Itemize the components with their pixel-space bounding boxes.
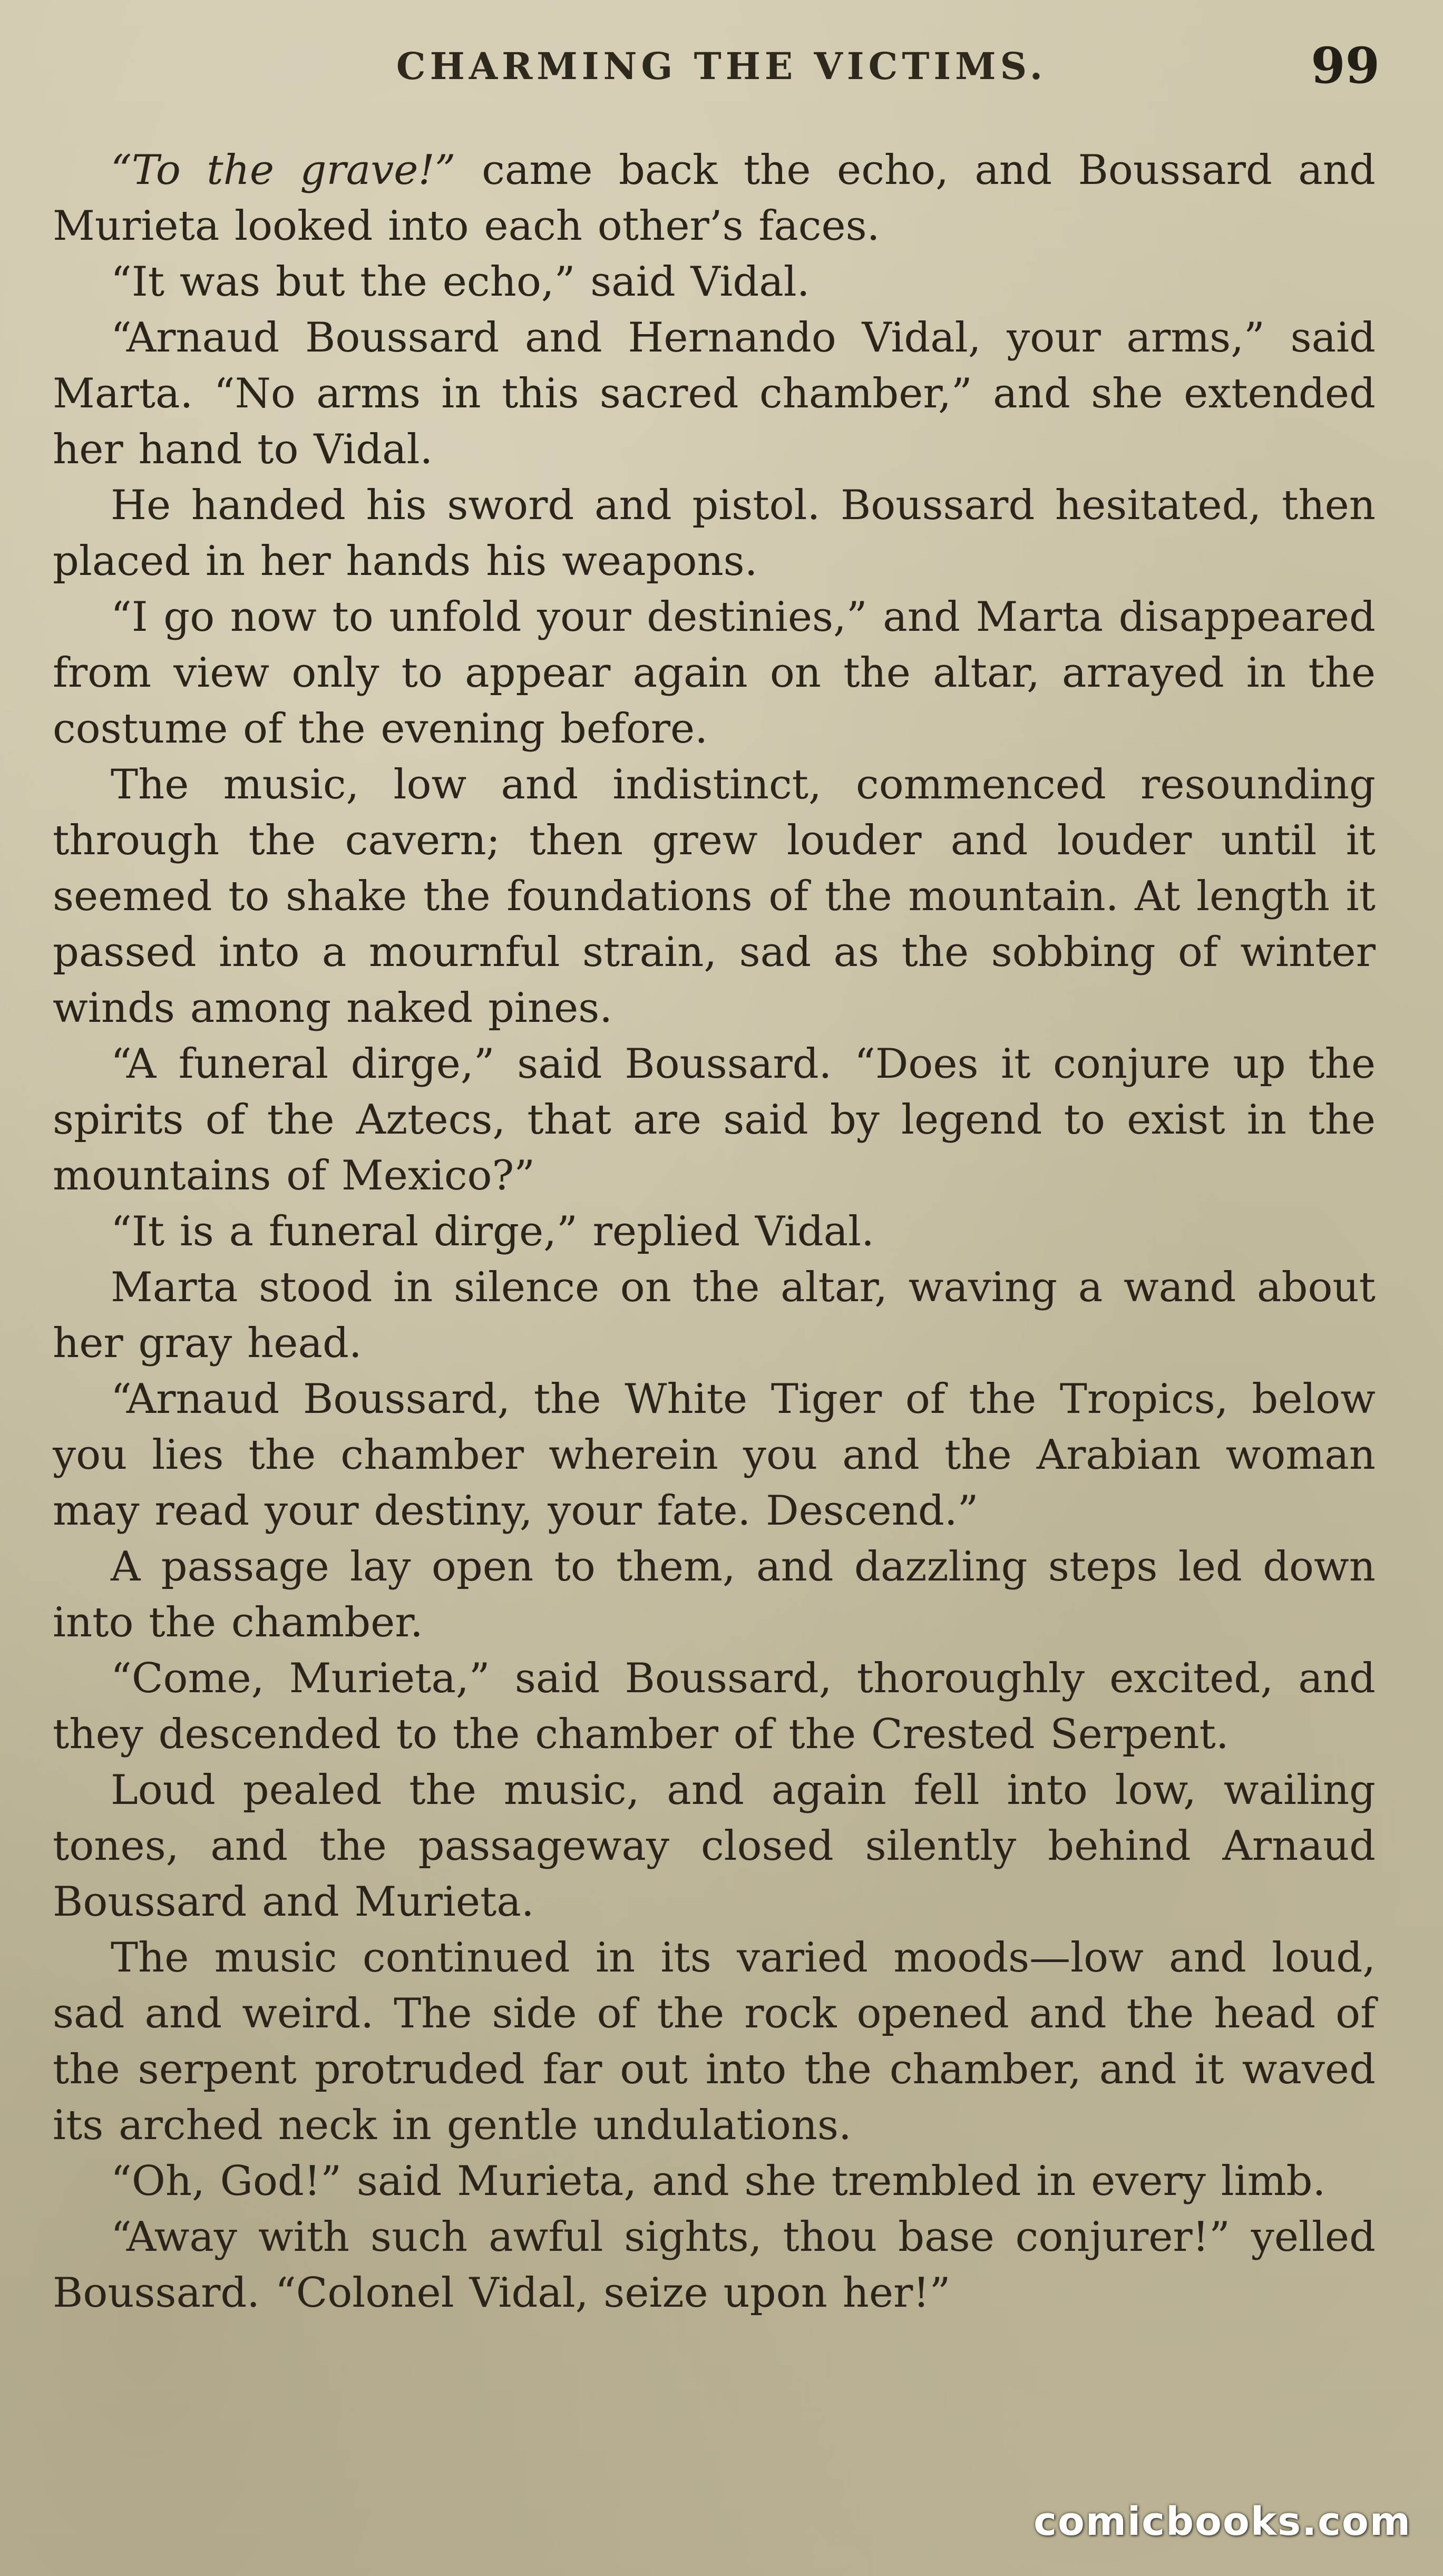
paragraph-text: “A funeral dirge,” said Boussard. “Does it conjure up the spirits of the Aztecs, that are said by legend to exist in the mountains of Mexico?” xyxy=(53,1040,1376,1199)
paragraph xyxy=(53,1539,1376,1651)
running-head: CHARMING THE VICTIMS. xyxy=(396,44,1047,88)
paragraph-text: came back the echo, and Boussard and Murieta looked into each other’s faces. xyxy=(53,147,1376,250)
paragraph xyxy=(53,1651,1376,1762)
paragraph xyxy=(53,1036,1376,1204)
paragraph-text: The music continued in its varied moods—low and loud, sad and weird. The side of the rock opened and the head of the serpent protruded far out into the chamber, and it waved its arched neck in gentle undulations. xyxy=(53,1934,1376,2149)
paragraph-text: The music, low and indistinct, commenced resounding through the cavern; then grew louder and louder until it seemed to shake the foundations of the mountain. At length it passed into a mournful strain, sad as the sobbing of winter winds among naked pines. xyxy=(53,761,1376,1032)
paragraph xyxy=(53,310,1376,477)
paragraph xyxy=(53,142,1376,254)
paragraph-text: “Arnaud Boussard and Hernando Vidal, your arms,” said Marta. “No arms in this sacred chamber,” and she extended her hand to Vidal. xyxy=(53,314,1376,473)
page-header xyxy=(53,37,1390,95)
paragraph xyxy=(53,1204,1376,1260)
paragraph xyxy=(53,757,1376,1036)
paragraph xyxy=(53,1762,1376,1930)
paragraph-italic-lead: “To the grave!” xyxy=(111,147,456,194)
paragraph-text: “Away with such awful sights, thou base conjurer!” yelled Boussard. “Colonel Vidal, seize upon her!” xyxy=(53,2213,1376,2317)
paragraph xyxy=(53,254,1376,310)
paragraph-text: A passage lay open to them, and dazzling steps led down into the chamber. xyxy=(53,1543,1376,1646)
paragraph-text: Marta stood in silence on the altar, waving a wand about her gray head. xyxy=(53,1264,1376,1367)
paragraph-text: He handed his sword and pistol. Boussard hesitated, then placed in her hands his weapons. xyxy=(53,482,1376,585)
page-number: 99 xyxy=(1311,37,1380,95)
body-text xyxy=(53,142,1376,2321)
paragraph-text: “It is a funeral dirge,” replied Vidal. xyxy=(111,1208,874,1255)
paragraph-text: “Come, Murieta,” said Boussard, thoroughly excited, and they descended to the chamber of the Crested Serpent. xyxy=(53,1655,1376,1758)
paragraph xyxy=(53,1260,1376,1371)
paragraph xyxy=(53,2209,1376,2321)
paragraph-text: “I go now to unfold your destinies,” and Marta disappeared from view only to appear again on the altar, arrayed in the costume of the evening before. xyxy=(53,593,1376,753)
paragraph-text: Loud pealed the music, and again fell into low, wailing tones, and the passageway closed silently behind Arnaud Boussard and Murieta. xyxy=(53,1767,1376,1926)
watermark: comicbooks.com xyxy=(1034,2499,1411,2544)
paragraph xyxy=(53,1930,1376,2153)
paragraph xyxy=(53,477,1376,589)
paragraph xyxy=(53,589,1376,757)
paragraph xyxy=(53,2153,1376,2209)
paragraph-text: “Oh, God!” said Murieta, and she trembled in every limb. xyxy=(111,2158,1326,2205)
paragraph-text: “Arnaud Boussard, the White Tiger of the Tropics, below you lies the chamber wherein you and the Arabian woman may read your destiny, your fate. Descend.” xyxy=(53,1375,1376,1535)
paragraph xyxy=(53,1371,1376,1539)
paragraph-text: “It was but the echo,” said Vidal. xyxy=(111,258,810,306)
